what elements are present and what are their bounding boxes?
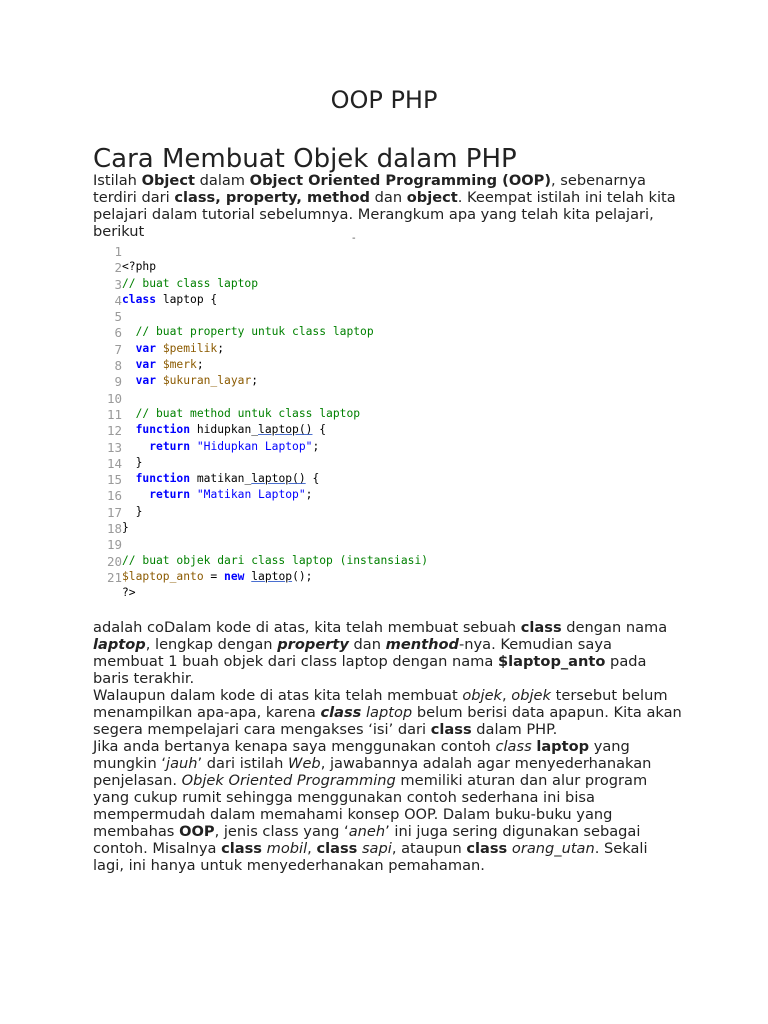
code-line-11: 11 // buat method untuk class laptop <box>106 406 361 422</box>
paragraph-3: Jika anda bertanya kenapa saya menggunakan contoh class laptop yang mungkin ‘jauh’ dari istilah Web, jawabannya adalah agar menyederhanakan penjelasan. Objek Oriented Programming memiliki aturan dan alur program yang cukup rumit sehingga menggunakan contoh sederhana ini bisa mempermudah dalam memahami konsep OOP. Dalam buku-buku yang membahas OOP, jenis class yang ‘aneh’ ini juga sering digunakan sebagai contoh. Misalnya class mobil, class sapi, ataupun class orang_utan. Sekali lagi, ini hanya untuk menyederhanakan pemahaman. <box>93 738 652 874</box>
code-line-3: 3 // buat class laptop <box>114 276 259 292</box>
body-text <box>93 619 683 874</box>
stray-mark: - <box>352 233 356 244</box>
code-line-16: 16 return "Matikan Laptop"; <box>106 488 313 504</box>
code-line-21: 21 $laptop_anto = new laptop(); <box>106 569 313 585</box>
code-line-15: 15 function matikan_laptop() { <box>106 472 320 488</box>
code-line-22: ?> <box>122 586 136 600</box>
document-title: OOP PHP <box>330 86 438 114</box>
intro-paragraph: Istilah Object dalam Object Oriented Programming (OOP), sebenarnya terdiri dari class, property, method dan object. Keempat istilah ini telah kita pelajari dalam tutorial sebelumnya. Merangkum apa yang telah kita pelajari, berikut <box>93 172 676 240</box>
code-line-17: 17 } <box>106 504 143 520</box>
code-line-12: 12 function hidupkan_laptop() { <box>106 423 327 439</box>
code-line-9: 9 var $ukuran_layar; <box>114 374 259 390</box>
code-line-10: 10 <box>106 390 122 406</box>
code-line-2: 2 <?php <box>114 260 157 276</box>
code-line-20: 20 // buat objek dari class laptop (instansiasi) <box>106 553 429 569</box>
code-line-6: 6 // buat property untuk class laptop <box>114 325 374 341</box>
code-line-19: 19 <box>106 537 122 553</box>
code-line-18: 18 } <box>106 521 129 537</box>
code-line-8: 8 var $merk; <box>114 358 204 374</box>
code-line-4: 4 class laptop { <box>114 292 218 308</box>
code-line-7: 7 var $pemilik; <box>114 341 225 357</box>
paragraph-2: Walaupun dalam kode di atas kita telah membuat objek, objek tersebut belum menampilkan apa-apa, karena class laptop belum berisi data apapun. Kita akan segera mempelajari cara mengakses ‘isi’ dari class dalam PHP. <box>93 687 682 738</box>
code-line-1: 1 <box>114 244 122 259</box>
section-heading: Cara Membuat Objek dalam PHP <box>93 144 517 174</box>
code-line-14: 14 } <box>106 455 143 471</box>
paragraph-1: adalah coDalam kode di atas, kita telah membuat sebuah class dengan nama laptop, lengkap dengan property dan menthod-nya. Kemudian saya membuat 1 buah objek dari class laptop dengan nama $laptop_anto pada baris terakhir. <box>93 619 668 687</box>
code-line-13: 13 return "Hidupkan Laptop"; <box>106 439 320 455</box>
code-line-5: 5 <box>114 309 122 325</box>
code-block <box>100 243 540 602</box>
